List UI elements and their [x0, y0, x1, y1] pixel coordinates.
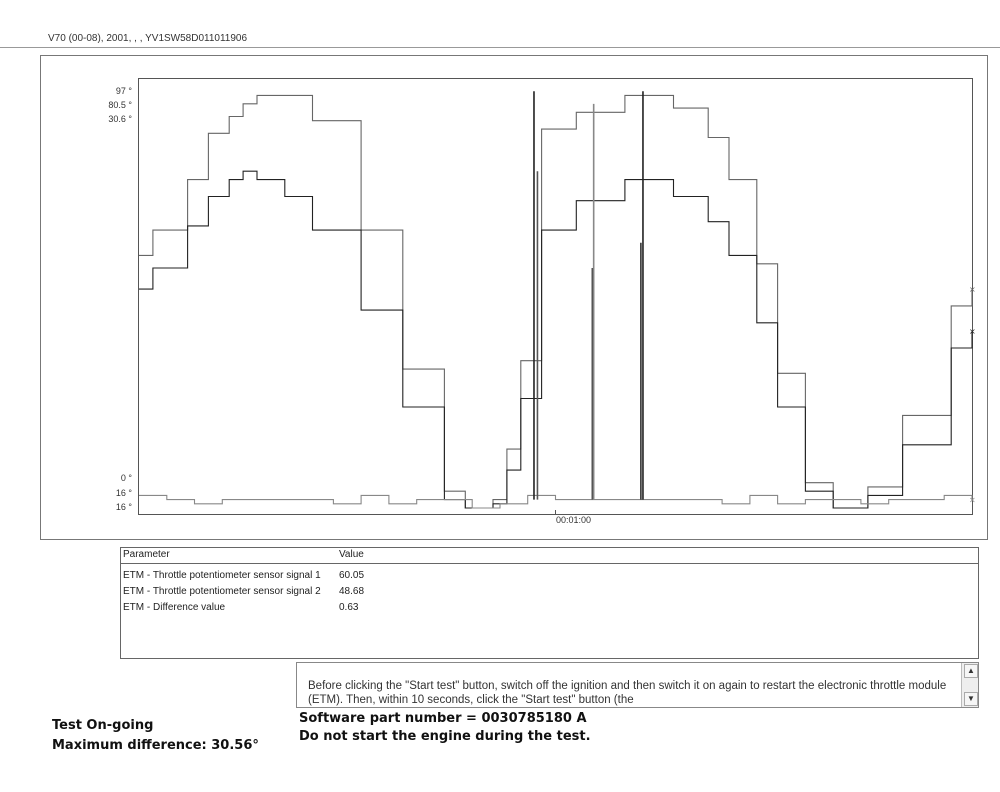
series-line-2 — [139, 171, 972, 508]
parameter-value: 48.68 — [339, 586, 365, 597]
instruction-scrollbar[interactable] — [961, 663, 978, 707]
parameter-name: ETM - Throttle potentiometer sensor signal 1 — [123, 570, 321, 581]
parameter-value: 60.05 — [339, 570, 365, 581]
parameter-value: 0.63 — [339, 602, 359, 613]
y-bottom-label-3: 16 ° — [115, 502, 132, 512]
engine-warning: Do not start the engine during the test. — [299, 729, 591, 744]
y-top-label-1: 97 ° — [115, 86, 132, 96]
scroll-up-arrow-icon[interactable]: ▲ — [964, 664, 978, 678]
table-row — [121, 568, 978, 584]
parameter-name: ETM - Difference value — [123, 602, 226, 613]
table-row — [121, 600, 978, 616]
table-row — [121, 584, 978, 600]
value-column-header: Value — [339, 549, 364, 560]
series-end-marker-1: × — [969, 285, 976, 295]
series-end-marker-2: × — [969, 327, 976, 337]
y-bottom-label-2: 16 ° — [115, 488, 132, 498]
instruction-box[interactable] — [296, 662, 979, 708]
plot-area — [138, 78, 976, 515]
series-end-marker-3: × — [969, 495, 976, 505]
vehicle-header: V70 (00-08), 2001, , , YV1SW58D011011906 — [48, 33, 248, 44]
chart-svg — [139, 79, 976, 514]
maximum-difference: Maximum difference: 30.56° — [52, 738, 259, 753]
software-part-number: Software part number = 0030785180 A — [299, 711, 587, 726]
header-divider — [0, 47, 1000, 48]
parameter-column-header: Parameter — [123, 549, 170, 560]
parameter-table — [120, 547, 979, 659]
parameter-name: ETM - Throttle potentiometer sensor signal 2 — [123, 586, 321, 597]
y-top-label-2: 80.5 ° — [108, 100, 132, 110]
scroll-down-arrow-icon[interactable]: ▼ — [964, 692, 978, 706]
y-bottom-label-1: 0 ° — [120, 473, 132, 483]
series-line-3 — [139, 495, 972, 508]
y-top-label-3: 30.6 ° — [108, 114, 132, 124]
x-tick-label: 00:01:00 — [556, 515, 592, 525]
test-status: Test On-going — [52, 718, 154, 733]
parameter-table-header — [121, 548, 978, 564]
instruction-text: Before clicking the "Start test" button, switch off the ignition and then switch it on again to restart the electronic throttle module (ETM). Then, within 10 seconds, click the "Start test" button (the — [308, 680, 947, 706]
series-line-1 — [139, 95, 972, 508]
